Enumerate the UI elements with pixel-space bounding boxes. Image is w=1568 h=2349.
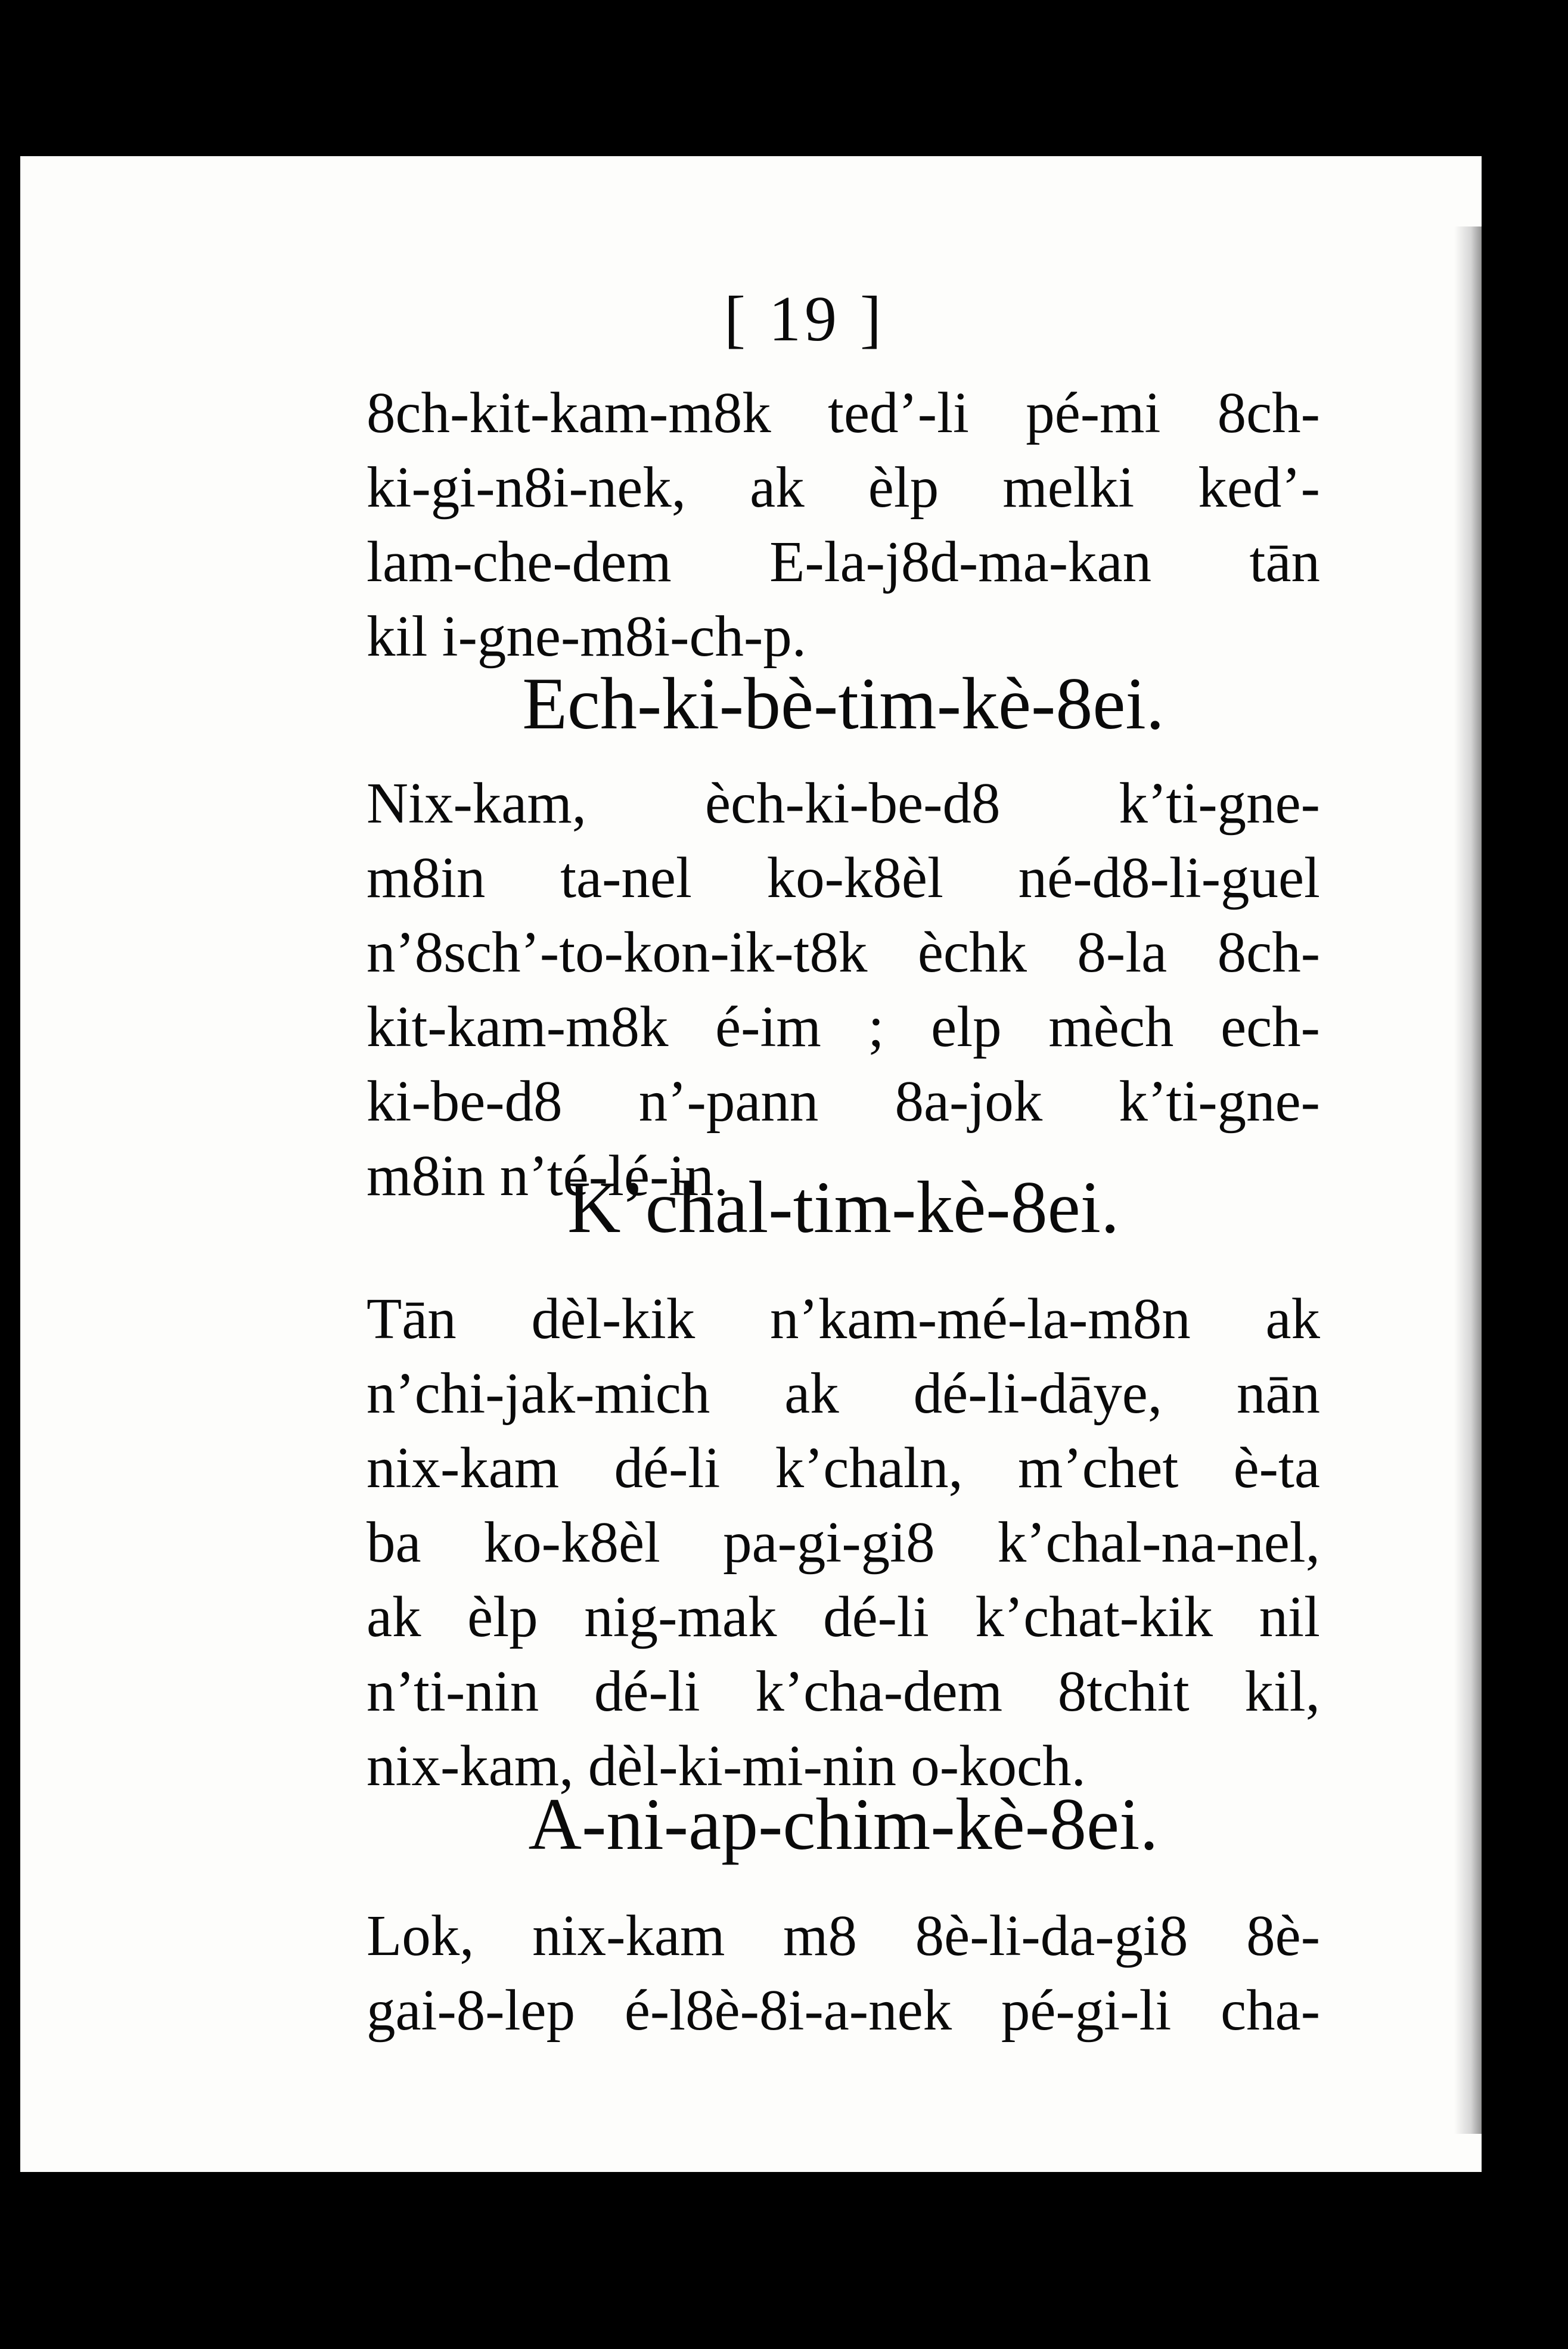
text-line: ki-gi-n8i-nek, ak èlp melki ked’- <box>367 455 1320 519</box>
text-line: lam-che-dem E-la-j8d-ma-kan tān <box>367 530 1320 594</box>
text-line: n’8sch’-to-kon-ik-t8k èchk 8-la 8ch- <box>367 920 1320 984</box>
section-heading-1: Ech-ki-bè-tim-kè-8ei. <box>522 663 1165 744</box>
paragraph-3 <box>367 1281 1320 1803</box>
paragraph-2 <box>367 766 1320 1213</box>
text-line: kit-kam-m8k é-im ; elp mèch ech- <box>367 995 1320 1059</box>
text-line: Lok, nix-kam m8 8è-li-da-gi8 8è- <box>367 1904 1320 1968</box>
scan-border <box>1482 156 1568 2172</box>
section-heading-2: K’chal-tim-kè-8ei. <box>567 1166 1120 1248</box>
text-line: kil i-gne-m8i-ch-p. <box>367 604 807 668</box>
section-heading-3: A-ni-ap-chim-kè-8ei. <box>528 1783 1159 1865</box>
text-line: nix-kam dé-li k’chaln, m’chet è-ta <box>367 1436 1320 1500</box>
paragraph-4 <box>367 1898 1320 2047</box>
page-number-header: [ 19 ] <box>724 284 885 355</box>
text-line: ak èlp nig-mak dé-li k’chat-kik nil <box>367 1585 1320 1649</box>
text-line: Tān dèl-kik n’kam-mé-la-m8n ak <box>367 1287 1320 1351</box>
text-line: 8ch-kit-kam-m8k ted’-li pé-mi 8ch- <box>367 381 1320 445</box>
text-line: m8in n’té-lé-in. <box>367 1144 729 1208</box>
text-line: Nix-kam, èch-ki-be-d8 k’ti-gne- <box>367 771 1320 835</box>
text-line: n’ti-nin dé-li k’cha-dem 8tchit kil, <box>367 1659 1320 1723</box>
paragraph-1 <box>367 376 1320 674</box>
text-line: ba ko-k8èl pa-gi-gi8 k’chal-na-nel, <box>367 1510 1320 1574</box>
text-line: ki-be-d8 n’-pann 8a-jok k’ti-gne- <box>367 1069 1320 1133</box>
text-line: m8in ta-nel ko-k8èl né-d8-li-guel <box>367 846 1320 910</box>
text-line: n’chi-jak-mich ak dé-li-dāye, nān <box>367 1361 1320 1425</box>
text-line: nix-kam, dèl-ki-mi-nin o-koch. <box>367 1734 1086 1798</box>
text-line: gai-8-lep é-l8è-8i-a-nek pé-gi-li cha- <box>367 1978 1320 2042</box>
